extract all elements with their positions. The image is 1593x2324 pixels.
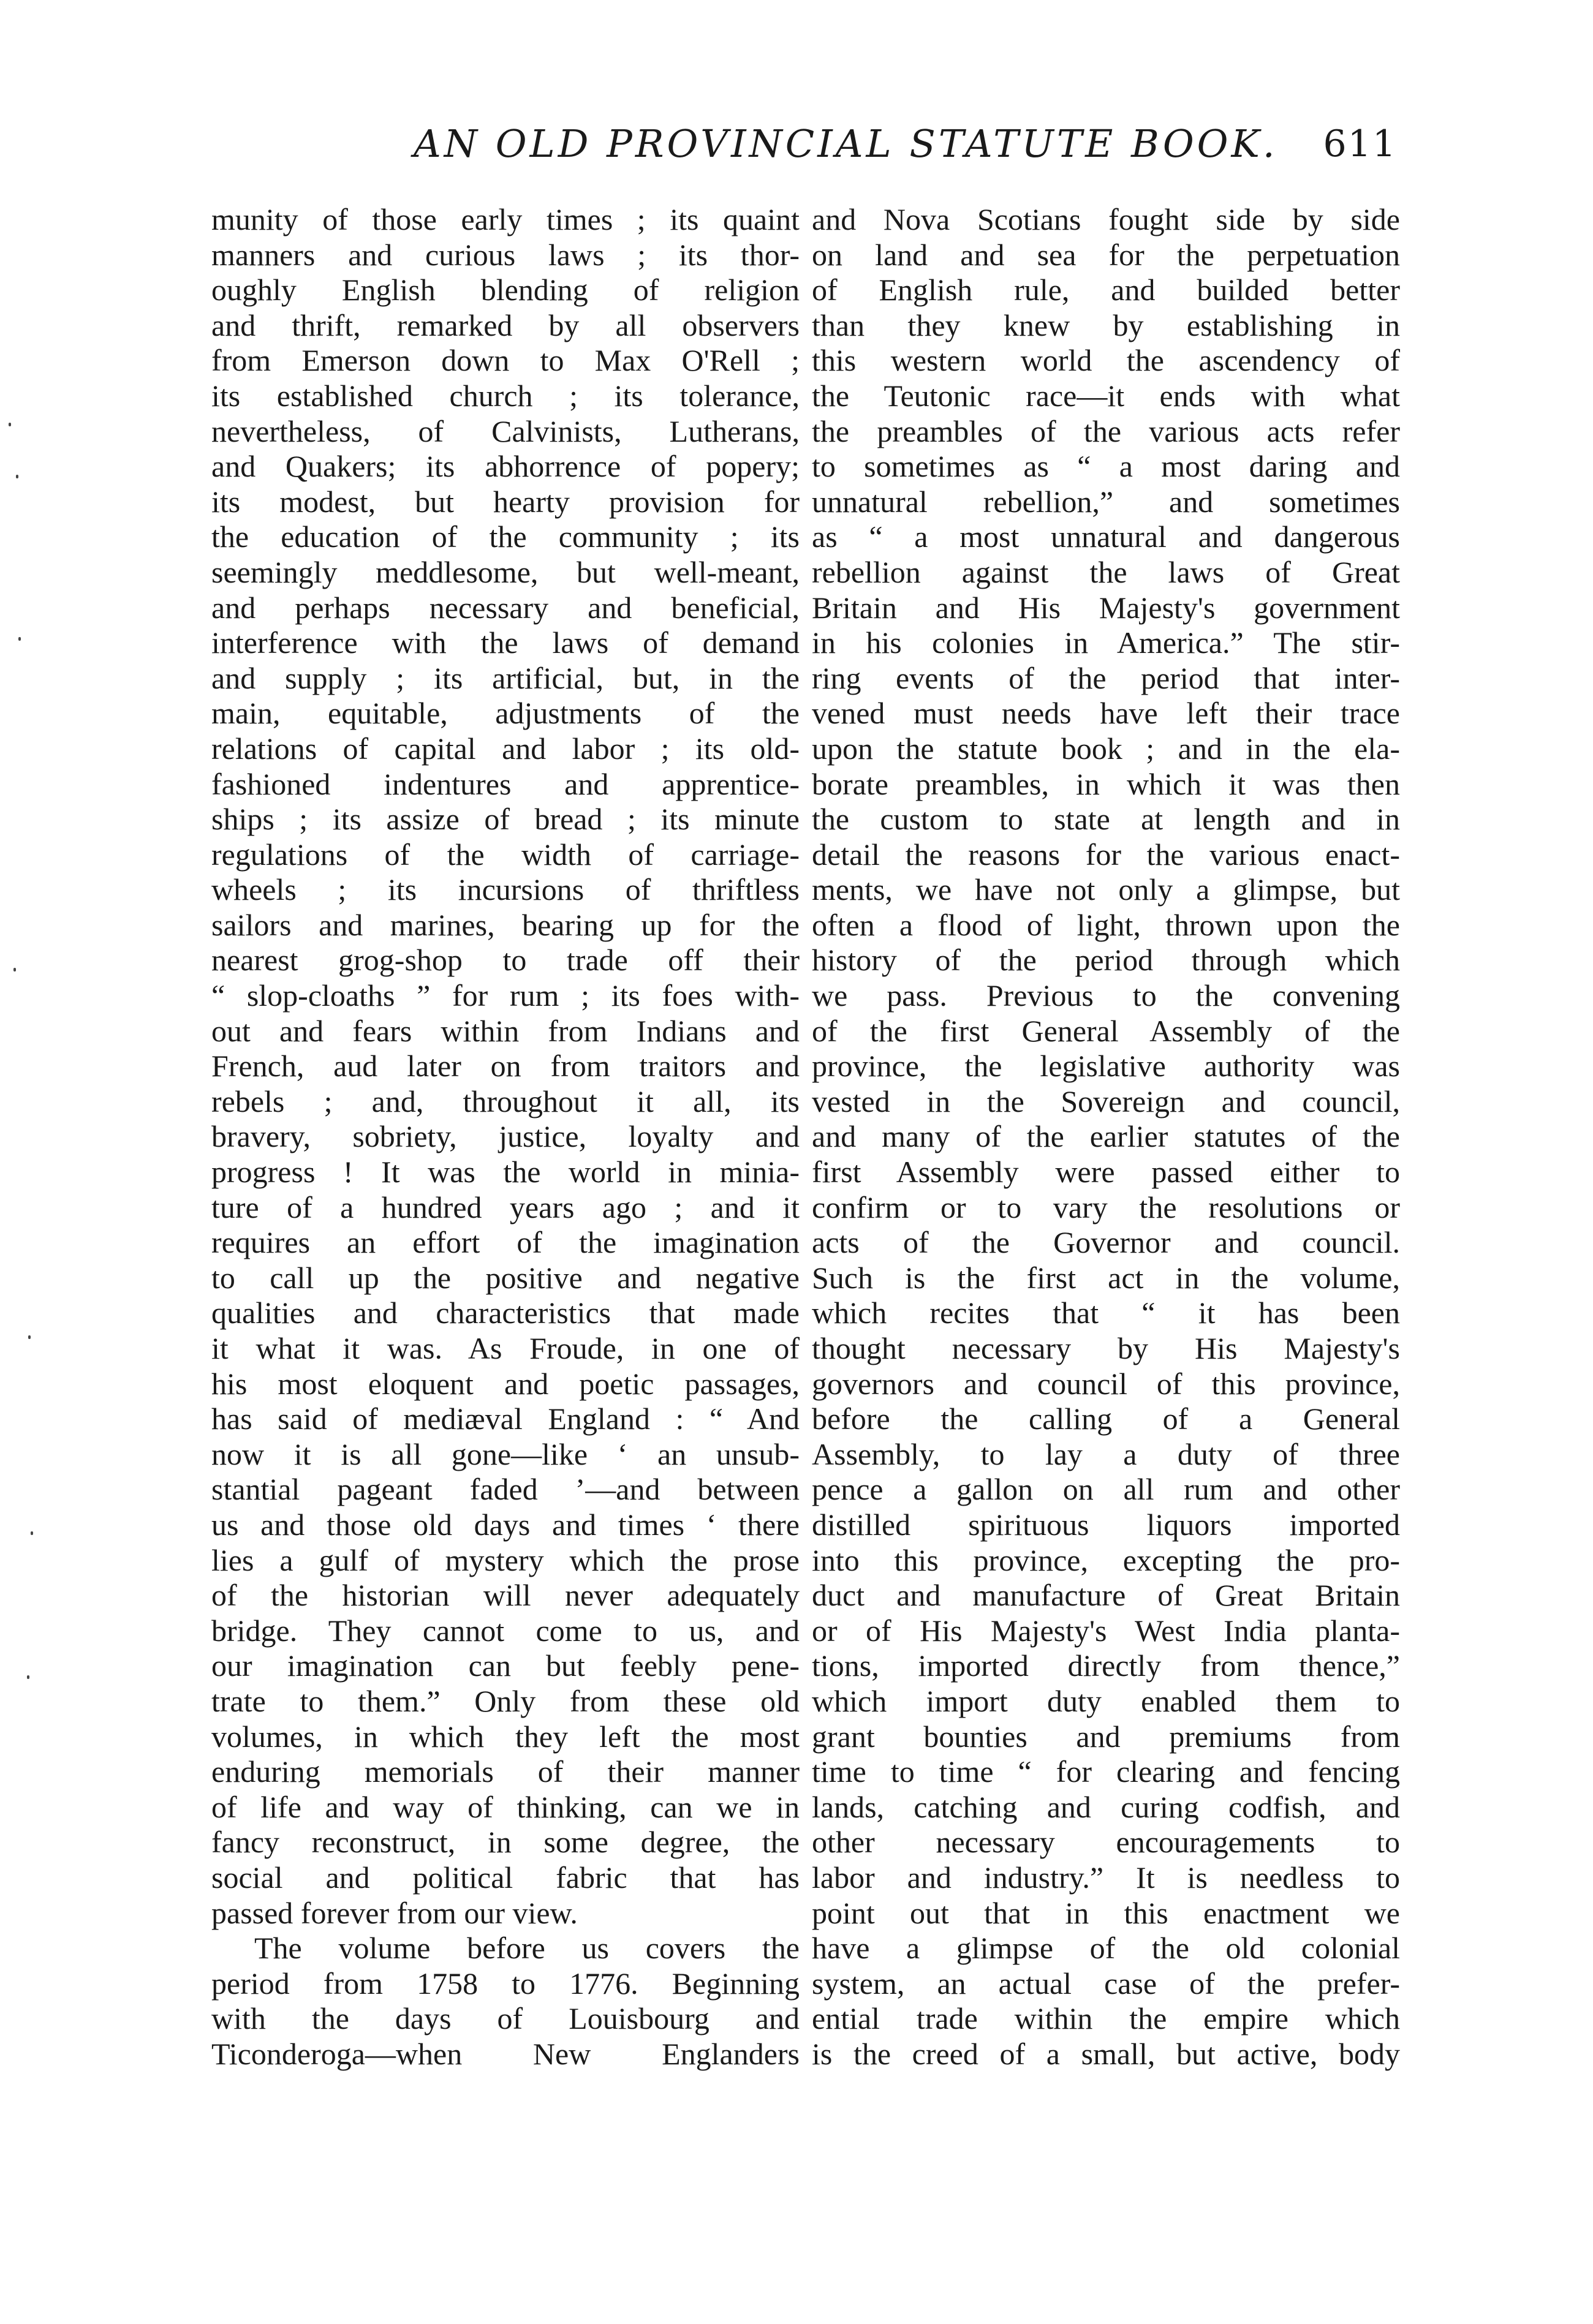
text-line: before the calling of a General	[812, 1402, 1400, 1436]
text-line: rebels ; and, throughout it all, its	[211, 1084, 800, 1119]
margin-mark	[18, 637, 21, 641]
text-line: the Teutonic race—it ends with what	[812, 378, 1400, 413]
text-line: seemingly meddlesome, but well-meant,	[211, 554, 800, 589]
text-line: Ticonderoga—when New Englanders	[211, 2036, 800, 2071]
text-line: qualities and characteristics that made	[211, 1296, 800, 1330]
text-line: on land and sea for the perpetuation	[812, 237, 1400, 272]
text-line: oughly English blending of religion	[211, 273, 800, 307]
margin-mark	[9, 423, 11, 426]
text-line: ture of a hundred years ago ; and it	[211, 1190, 800, 1224]
text-line: ships ; its assize of bread ; its minute	[211, 802, 800, 837]
text-line: distilled spirituous liquors imported	[812, 1507, 1400, 1542]
text-line: first Assembly were passed either to	[812, 1155, 1400, 1190]
left-text-column	[211, 202, 800, 2072]
text-line: his most eloquent and poetic passages,	[211, 1366, 800, 1401]
text-line: of life and way of thinking, can we in	[211, 1789, 800, 1824]
text-line: into this province, excepting the pro-	[812, 1542, 1400, 1577]
text-line: wheels ; its incursions of thriftless	[211, 872, 800, 907]
text-line: its modest, but hearty provision for	[211, 484, 800, 519]
text-line: passed forever from our view.	[211, 1895, 578, 1930]
text-line: fashioned indentures and apprentice-	[211, 766, 800, 801]
text-line: confirm or to vary the resolutions or	[812, 1190, 1400, 1224]
text-line: relations of capital and labor ; its old-	[211, 731, 800, 766]
text-line: the preambles of the various acts refer	[812, 413, 1400, 448]
text-line: and Nova Scotians fought side by side	[812, 202, 1400, 236]
text-line: the education of the community ; its	[211, 519, 800, 554]
text-line: grant bounties and premiums from	[812, 1719, 1400, 1754]
text-line: and supply ; its artificial, but, in the	[211, 660, 800, 695]
text-line: have a glimpse of the old colonial	[812, 1931, 1400, 1966]
text-line: to call up the positive and negative	[211, 1260, 800, 1295]
text-line: time to time “ for clearing and fencing	[812, 1754, 1400, 1789]
text-line: The volume before us covers the	[254, 1931, 800, 1966]
text-line: governors and council of this province,	[812, 1366, 1400, 1401]
text-line: ments, we have not only a glimpse, but	[812, 872, 1400, 907]
text-line: which import duty enabled them to	[812, 1683, 1400, 1718]
text-line: upon the statute book ; and in the ela-	[812, 731, 1400, 766]
text-line: us and those old days and times ‘ there	[211, 1507, 800, 1542]
text-line: and Quakers; its abhorrence of popery;	[211, 449, 800, 484]
text-line: bravery, sobriety, justice, loyalty and	[211, 1119, 800, 1154]
text-line: the custom to state at length and in	[812, 802, 1400, 837]
text-line: is the creed of a small, but active, body	[812, 2036, 1400, 2071]
text-line: our imagination can but feebly pene-	[211, 1648, 800, 1683]
text-line: province, the legislative authority was	[812, 1049, 1400, 1084]
margin-mark	[31, 1531, 33, 1535]
margin-mark	[27, 1675, 29, 1679]
text-line: we pass. Previous to the convening	[812, 978, 1400, 1013]
text-line: trate to them.” Only from these old	[211, 1683, 800, 1718]
text-line: now it is all gone—like ‘ an unsub-	[211, 1436, 800, 1471]
text-line: which recites that “ it has been	[812, 1296, 1400, 1330]
text-line: Britain and His Majesty's government	[812, 590, 1400, 625]
text-line: social and political fabric that has	[211, 1860, 800, 1895]
text-line: bridge. They cannot come to us, and	[211, 1613, 800, 1648]
text-line: requires an effort of the imagination	[211, 1225, 800, 1260]
text-line: volumes, in which they left the most	[211, 1719, 800, 1754]
text-line: tions, imported directly from thence,”	[812, 1648, 1400, 1683]
text-line: vested in the Sovereign and council,	[812, 1084, 1400, 1119]
text-line: borate preambles, in which it was then	[812, 766, 1400, 801]
text-line: ring events of the period that inter-	[812, 660, 1400, 695]
margin-mark	[28, 1335, 31, 1339]
text-line: regulations of the width of carriage-	[211, 837, 800, 872]
text-line: interference with the laws of demand	[211, 625, 800, 660]
text-line: unnatural rebellion,” and sometimes	[812, 484, 1400, 519]
text-line: pence a gallon on all rum and other	[812, 1472, 1400, 1507]
text-line: thought necessary by His Majesty's	[812, 1331, 1400, 1365]
text-line: and perhaps necessary and beneficial,	[211, 590, 800, 625]
text-line: or of His Majesty's West India planta-	[812, 1613, 1400, 1648]
text-line: manners and curious laws ; its thor-	[211, 237, 800, 272]
text-line: as “ a most unnatural and dangerous	[812, 519, 1400, 554]
text-line: vened must needs have left their trace	[812, 696, 1400, 731]
text-line: history of the period through which	[812, 943, 1400, 978]
margin-mark	[13, 968, 16, 971]
text-line: of English rule, and builded better	[812, 273, 1400, 307]
text-line: stantial pageant faded ’—and between	[211, 1472, 800, 1507]
page-number: 611	[1323, 123, 1397, 165]
text-line: nevertheless, of Calvinists, Lutherans,	[211, 413, 800, 448]
text-line: to sometimes as “ a most daring and	[812, 449, 1400, 484]
right-text-column	[812, 202, 1400, 2072]
text-line: and thrift, remarked by all observers	[211, 307, 800, 342]
text-line: of the first General Assembly of the	[812, 1013, 1400, 1048]
text-line: lands, catching and curing codfish, and	[812, 1789, 1400, 1824]
text-line: acts of the Governor and council.	[812, 1225, 1400, 1260]
text-line: Assembly, to lay a duty of three	[812, 1436, 1400, 1471]
text-line: ential trade within the empire which	[812, 2001, 1400, 2036]
text-line: progress ! It was the world in minia-	[211, 1155, 800, 1190]
text-line: point out that in this enactment we	[812, 1895, 1400, 1930]
text-line: than they knew by establishing in	[812, 307, 1400, 342]
text-line: enduring memorials of their manner	[211, 1754, 800, 1789]
text-line: in his colonies in America.” The stir-	[812, 625, 1400, 660]
text-line: munity of those early times ; its quaint	[211, 202, 800, 236]
margin-mark	[16, 475, 18, 478]
text-line: rebellion against the laws of Great	[812, 554, 1400, 589]
text-line: often a flood of light, thrown upon the	[812, 907, 1400, 942]
text-line: its established church ; its tolerance,	[211, 378, 800, 413]
text-line: nearest grog-shop to trade off their	[211, 943, 800, 978]
text-line: “ slop-cloaths ” for rum ; its foes with-	[211, 978, 800, 1013]
text-line: of the historian will never adequately	[211, 1578, 800, 1613]
text-line: main, equitable, adjustments of the	[211, 696, 800, 731]
text-line: this western world the ascendency of	[812, 343, 1400, 378]
text-line: detail the reasons for the various enact-	[812, 837, 1400, 872]
text-line: from Emerson down to Max O'Rell ;	[211, 343, 800, 378]
text-line: period from 1758 to 1776. Beginning	[211, 1966, 800, 2001]
text-line: has said of mediæval England : “ And	[211, 1402, 800, 1436]
text-line: fancy reconstruct, in some degree, the	[211, 1825, 800, 1860]
text-line: French, aud later on from traitors and	[211, 1049, 800, 1084]
text-line: it what it was. As Froude, in one of	[211, 1331, 800, 1365]
text-line: out and fears within from Indians and	[211, 1013, 800, 1048]
text-line: duct and manufacture of Great Britain	[812, 1578, 1400, 1613]
page-header	[202, 110, 1397, 178]
text-line: other necessary encouragements to	[812, 1825, 1400, 1860]
text-line: labor and industry.” It is needless to	[812, 1860, 1400, 1895]
text-line: sailors and marines, bearing up for the	[211, 907, 800, 942]
text-line: and many of the earlier statutes of the	[812, 1119, 1400, 1154]
text-line: system, an actual case of the prefer-	[812, 1966, 1400, 2001]
text-line: Such is the first act in the volume,	[812, 1260, 1400, 1295]
text-line: lies a gulf of mystery which the prose	[211, 1542, 800, 1577]
text-line: with the days of Louisbourg and	[211, 2001, 800, 2036]
running-title: AN OLD PROVINCIAL STATUTE BOOK.	[414, 121, 1278, 166]
